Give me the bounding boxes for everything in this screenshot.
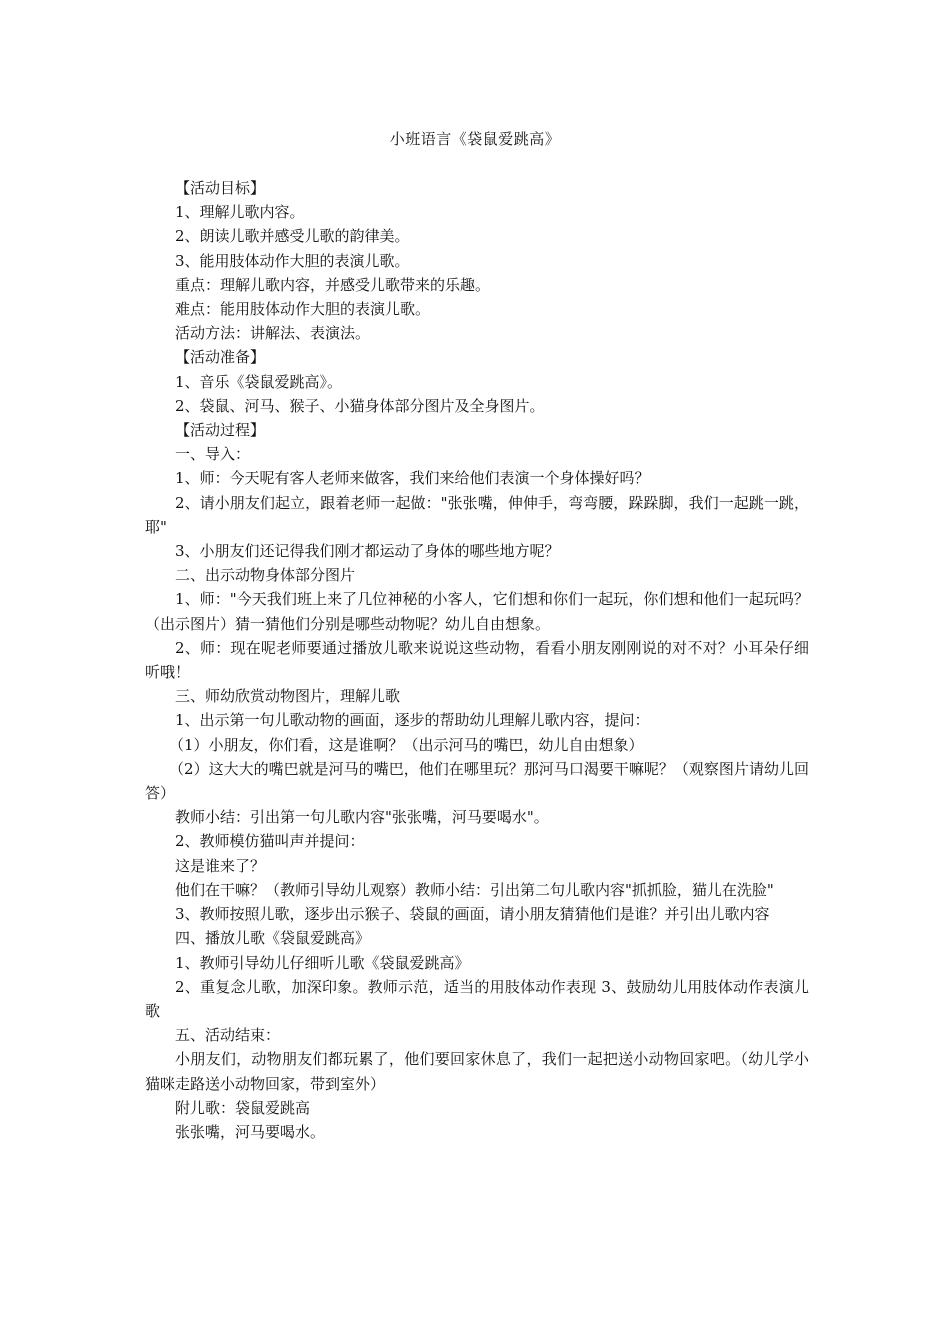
paragraph: 五、活动结束： (175, 1026, 281, 1045)
paragraph: 他们在干嘛？（教师引导幼儿观察）教师小结：引出第二句儿歌内容"抓抓脸，猫儿在洗脸" (175, 880, 774, 899)
paragraph: 2、师：现在呢老师要通过播放儿歌来说说这些动物，看看小朋友刚刚说的对不对？小耳朵仔细听哦！ (145, 638, 809, 682)
paragraph: 3、小朋友们还记得我们刚才都运动了身体的哪些地方呢？ (175, 542, 560, 561)
paragraph: （2）这大大的嘴巴就是河马的嘴巴，他们在哪里玩？那河马口渴要干嘛呢？（观察图片请幼儿回答） (145, 759, 809, 803)
paragraph: 教师小结：引出第一句儿歌内容"张张嘴，河马要喝水"。 (175, 808, 549, 827)
paragraph: 一、导入： (175, 445, 251, 464)
paragraph: 3、教师按照儿歌，逐步出示猴子、袋鼠的画面，请小朋友猜猜他们是谁？并引出儿歌内容 (175, 905, 770, 924)
paragraph: 【活动准备】 (175, 348, 266, 367)
paragraph: 二、出示动物身体部分图片 (175, 566, 356, 585)
paragraph: 1、出示第一句儿歌动物的画面，逐步的帮助幼儿理解儿歌内容，提问： (175, 711, 650, 730)
paragraph: 1、师："今天我们班上来了几位神秘的小客人，它们想和你们一起玩，你们想和他们一起玩吗？（出示图片）猜一猜他们分别是哪些动物呢？幼儿自由想象。 (145, 590, 809, 633)
paragraph: 【活动过程】 (175, 421, 266, 440)
paragraph: 四、播放儿歌《袋鼠爱跳高》 (175, 929, 371, 948)
paragraph: 2、朗读儿歌并感受儿歌的韵律美。 (175, 227, 410, 246)
document-title: 小班语言《袋鼠爱跳高》 (389, 130, 561, 148)
paragraph: 小朋友们，动物朋友们都玩累了，他们要回家休息了，我们一起把送小动物回家吧。（幼儿学小猫咪走路送小动物回家，带到室外） (145, 1050, 809, 1093)
paragraph: （1）小朋友，你们看，这是谁啊？（出示河马的嘴巴，幼儿自由想象） (169, 735, 644, 754)
paragraph: 活动方法：讲解法、表演法。 (175, 324, 371, 343)
paragraph: 3、能用肢体动作大胆的表演儿歌。 (175, 251, 410, 270)
paragraph: 【活动目标】 (175, 179, 266, 197)
paragraph: 三、师幼欣赏动物图片，理解儿歌 (175, 687, 401, 706)
paragraph: 1、理解儿歌内容。 (175, 203, 305, 222)
paragraph: 重点：理解儿歌内容，并感受儿歌带来的乐趣。 (175, 275, 491, 294)
paragraph: 2、请小朋友们起立，跟着老师一起做："张张嘴，伸伸手，弯弯腰，跺跺脚，我们一起跳一跳，耶" (145, 493, 809, 536)
paragraph: 1、师：今天呢有客人老师来做客，我们来给他们表演一个身体操好吗？ (175, 469, 650, 488)
paragraph: 2、重复念儿歌，加深印象。教师示范，适当的用肢体动作表现 3、鼓励幼儿用肢体动作表演儿歌 (145, 977, 809, 1020)
document-body (145, 176, 809, 1144)
paragraph: 2、袋鼠、河马、猴子、小猫身体部分图片及全身图片。 (175, 396, 545, 415)
paragraph: 附儿歌：袋鼠爱跳高 (175, 1098, 311, 1117)
paragraph: 1、教师引导幼儿仔细听儿歌《袋鼠爱跳高》 (175, 953, 470, 972)
paragraph: 张张嘴，河马要喝水。 (175, 1122, 326, 1141)
paragraph: 难点：能用肢体动作大胆的表演儿歌。 (175, 300, 431, 319)
paragraph: 这是谁来了？ (175, 856, 266, 875)
paragraph: 1、音乐《袋鼠爱跳高》。 (175, 372, 343, 391)
paragraph: 2、教师模仿猫叫声并提问： (175, 832, 365, 851)
